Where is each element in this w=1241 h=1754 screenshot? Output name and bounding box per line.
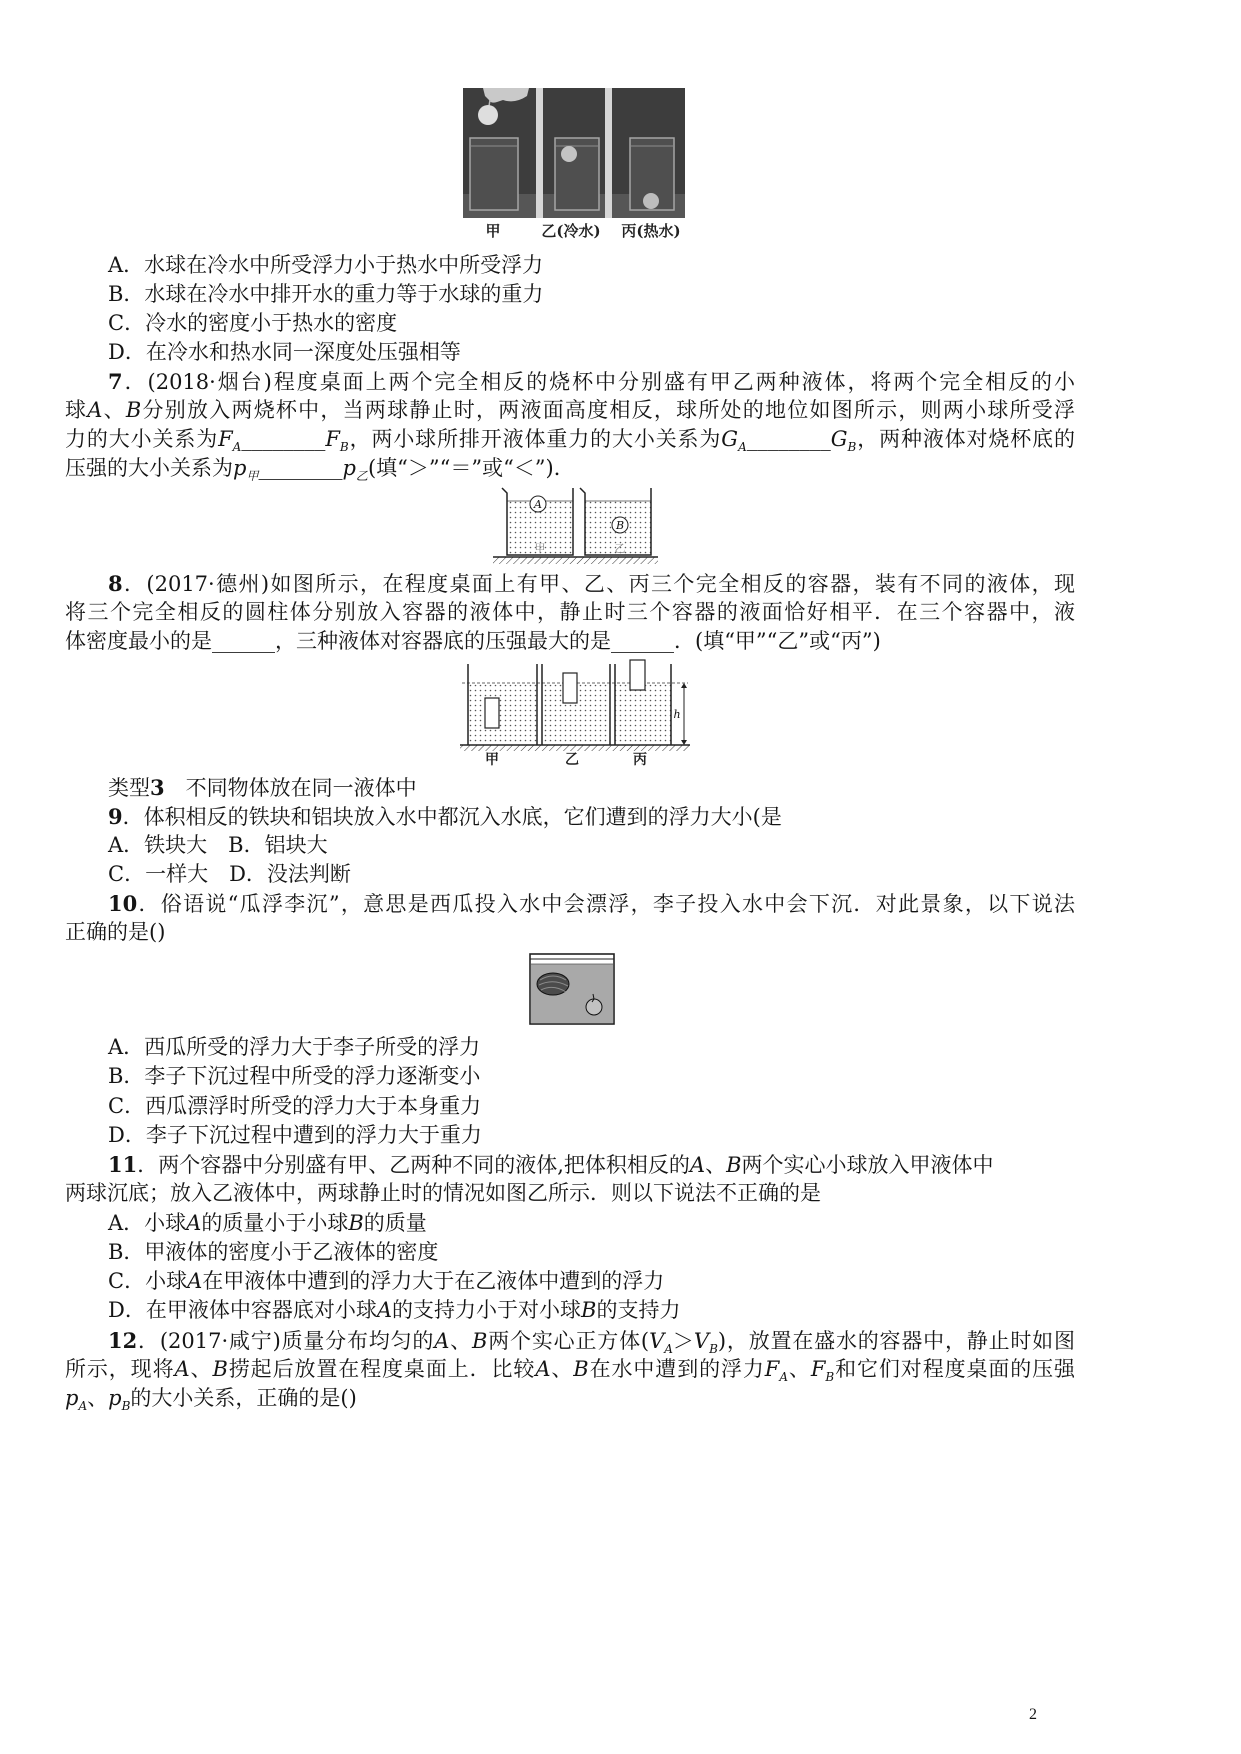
text-segment: 、 xyxy=(550,1356,574,1381)
text-segment: )，放置在盛水的容器中，静止时如图 xyxy=(717,1328,1075,1353)
variable: p xyxy=(342,456,356,480)
text-segment: 和它们对程度桌面的压强 xyxy=(834,1356,1075,1381)
text-segment: ．两个容器中分别盛有甲、乙两种不同的液体,把体积相反的 xyxy=(137,1153,690,1177)
subscript: 乙 xyxy=(355,469,368,483)
subscript: A xyxy=(78,1399,88,1413)
table-hatch xyxy=(460,745,690,751)
subscript: B xyxy=(709,1341,718,1355)
text-segment: ．俗语说“瓜浮李沉”，意思是西瓜投入水中会漂浮，李子投入水中会下沉．对此景象，以下说法 xyxy=(137,892,1075,916)
plum xyxy=(586,999,602,1015)
container-label-yi: 乙 xyxy=(565,752,579,768)
beaker-right-label: 乙 xyxy=(614,542,626,555)
water-ball-held xyxy=(478,105,498,125)
subscript: A xyxy=(779,1369,789,1384)
text-segment: ，两小球所排开液体重力的大小关系为 xyxy=(348,427,722,451)
text-segment: ________ xyxy=(258,456,343,480)
option-d xyxy=(65,1121,1075,1150)
question-10-line xyxy=(65,889,1075,918)
text-segment: C．冷水的密度小于热水的密度 xyxy=(108,311,398,335)
question-8-line xyxy=(65,598,1075,627)
text-segment: A．铁块大 B．铝块大 xyxy=(108,833,328,857)
variable: V xyxy=(649,1328,665,1353)
variable: p xyxy=(233,456,247,480)
text-segment: A．小球 xyxy=(108,1210,187,1235)
container-label-jia: 甲 xyxy=(485,752,499,768)
variable: B xyxy=(348,1210,364,1235)
option-b xyxy=(65,1062,1075,1091)
option-d xyxy=(65,1296,1075,1325)
variable: A xyxy=(376,1298,393,1323)
question-7-line xyxy=(65,454,1075,483)
question-7-line xyxy=(65,396,1075,425)
text-segment: 体密度最小的是______，三种液体对容器底的压强最大的是______．(填“甲”“乙”或“丙”) xyxy=(65,629,881,653)
option-b xyxy=(65,1238,1075,1267)
text-segment: 、 xyxy=(705,1153,727,1177)
beakers-figure xyxy=(493,485,658,565)
question-number: 9 xyxy=(108,804,123,829)
text-segment: ________ xyxy=(746,427,831,451)
question-11-line xyxy=(65,1150,1075,1179)
page-number: 2 xyxy=(1029,1706,1037,1723)
question-10-line xyxy=(65,918,1075,947)
text-segment: ．(2017·咸宁)质量分布均匀的 xyxy=(137,1328,435,1353)
question-block-9-10 xyxy=(65,773,1075,947)
cylinder-jia xyxy=(485,698,499,728)
text-segment: 球 xyxy=(65,398,88,422)
text-segment: 压强的大小关系为 xyxy=(65,456,233,480)
question-number: 7 xyxy=(108,369,123,394)
text-segment: 将三个完全相反的圆柱体分别放入容器的液体中，静止时三个容器的液面恰好相平．在三个容器中，液 xyxy=(65,600,1075,624)
variable: F xyxy=(325,427,340,451)
text-segment: 不同物体放在同一液体中 xyxy=(164,776,417,800)
text-segment: 、 xyxy=(449,1328,472,1353)
text-segment: 的支持力小于对小球 xyxy=(392,1298,582,1323)
text-segment: A．水球在冷水中所受浮力小于热水中所受浮力 xyxy=(108,253,544,277)
question-number: 12 xyxy=(108,1327,138,1353)
question-7-line xyxy=(65,367,1075,396)
text-segment: 两球沉底；放入乙液体中，两球静止时的情况如图乙所示．则以下说法不正确的是 xyxy=(65,1181,821,1206)
height-label: h xyxy=(673,708,681,721)
subscript: A xyxy=(738,440,747,454)
question-number: 11 xyxy=(108,1152,138,1177)
variable: G xyxy=(830,427,848,451)
question-8-line xyxy=(65,627,1075,656)
subscript: 甲 xyxy=(246,469,259,483)
text-segment: D．李子下沉过程中遭到的浮力大于重力 xyxy=(108,1122,482,1147)
variable: A xyxy=(87,398,103,422)
text-segment: 的大小关系，正确的是() xyxy=(130,1386,357,1410)
option-line xyxy=(65,860,1075,889)
variable: p xyxy=(108,1386,122,1410)
variable: F xyxy=(218,427,233,451)
text-segment: (填“＞”“＝”或“＜”)． xyxy=(367,456,575,480)
text-segment: 两个实心小球放入甲液体中 xyxy=(741,1153,994,1177)
question-number: 10 xyxy=(108,891,138,916)
text-segment: 的质量小于小球 xyxy=(201,1210,349,1235)
variable: V xyxy=(693,1328,710,1353)
text-segment: 、 xyxy=(788,1356,811,1381)
text-segment: C．一样大 D．没法判断 xyxy=(108,862,351,886)
option-c xyxy=(65,1092,1075,1121)
glass-yi xyxy=(555,138,599,210)
variable: F xyxy=(764,1356,780,1381)
subscript: B xyxy=(847,440,857,454)
option-a xyxy=(65,1209,1075,1238)
text-segment: B．水球在冷水中排开水的重力等于水球的重力 xyxy=(108,282,544,306)
text-segment: 、 xyxy=(87,1386,109,1410)
table-hatch xyxy=(493,557,658,564)
variable: B xyxy=(573,1356,589,1381)
water-ball-sunk xyxy=(643,193,659,209)
text-segment: ．(2018·烟台)程度桌面上两个完全相反的烧杯中分别盛有甲乙两种液体，将两个完全相反的小 xyxy=(122,370,1075,394)
text-segment: C．西瓜漂浮时所受的浮力大于本身重力 xyxy=(108,1093,482,1118)
section-heading xyxy=(65,773,1075,802)
text-segment: ．(2017·德州)如图所示，在程度桌面上有甲、乙、丙三个完全相反的容器，装有不同的液体，现 xyxy=(122,572,1075,596)
text-segment: B．甲液体的密度小于乙液体的密度 xyxy=(108,1239,439,1264)
variable: p xyxy=(65,1386,79,1410)
text-segment: ________ xyxy=(241,427,326,451)
caption-yi-cold: 乙(冷水) xyxy=(541,222,601,240)
text-segment: C．小球 xyxy=(108,1269,188,1293)
question-12-line xyxy=(65,1384,1075,1413)
text-segment: 的支持力 xyxy=(596,1298,681,1323)
text-segment: 在甲液体中遭到的浮力大于在乙液体中遭到的浮力 xyxy=(202,1269,665,1293)
water-ball-floating xyxy=(561,146,577,162)
text-segment: B．李子下沉过程中所受的浮力逐渐变小 xyxy=(108,1064,481,1089)
option-c xyxy=(65,1267,1075,1296)
question-12-line xyxy=(65,1326,1075,1355)
text-segment: 的质量 xyxy=(363,1210,427,1235)
variable: A xyxy=(186,1210,202,1235)
cylinder-yi xyxy=(563,673,577,703)
subscript: B xyxy=(339,440,349,454)
watermelon-plum-figure xyxy=(526,950,618,1028)
stand-pole-right xyxy=(605,88,612,218)
containers-figure xyxy=(458,658,692,768)
question-12-line xyxy=(65,1355,1075,1384)
container-label-bing: 丙 xyxy=(633,752,647,768)
question-number: 8 xyxy=(108,571,123,596)
option-a xyxy=(65,1033,1075,1062)
text-segment: A．西瓜所受的浮力大于李子所受的浮力 xyxy=(108,1035,481,1059)
text-segment: 、 xyxy=(189,1356,213,1381)
cylinder-bing xyxy=(630,660,645,690)
variable: B xyxy=(212,1356,228,1381)
text-segment: 、 xyxy=(102,398,126,422)
stand-pole-left xyxy=(536,88,543,218)
floating-ball-photo xyxy=(463,88,685,240)
text-segment: 在水中遭到的浮力 xyxy=(588,1356,765,1381)
text-segment: 类型 xyxy=(108,776,150,800)
glass-jia xyxy=(470,138,518,210)
question-number: 3 xyxy=(150,775,165,800)
question-7-line xyxy=(65,425,1075,454)
variable: B xyxy=(581,1298,597,1323)
text-segment: 力的大小关系为 xyxy=(65,427,219,451)
height-arrow-top-icon xyxy=(681,683,687,688)
text-segment: D．在冷水和热水同一深度处压强相等 xyxy=(108,340,461,364)
variable: A xyxy=(535,1356,551,1381)
variable: F xyxy=(810,1356,826,1381)
variable: A xyxy=(174,1356,190,1381)
text-segment: 所示，现将 xyxy=(65,1356,175,1381)
text-segment: 分别放入两烧杯中，当两球静止时，两液面高度相反，球所处的地位如图所示，则两小球所受浮 xyxy=(141,398,1075,422)
text-segment: 正确的是() xyxy=(65,920,166,944)
variable: B xyxy=(472,1328,488,1353)
caption-jia: 甲 xyxy=(485,222,501,240)
question-9-line xyxy=(65,802,1075,831)
ball-a-label: A xyxy=(534,498,542,511)
water xyxy=(531,964,613,1023)
caption-bing-hot: 丙(热水) xyxy=(621,222,681,240)
beaker-left-label: 甲 xyxy=(534,542,546,555)
text-segment: ．体积相反的铁块和铝块放入水中都沉入水底，它们遭到的浮力大小(是 xyxy=(122,805,782,829)
text-segment: ＞ xyxy=(672,1328,694,1353)
question-block-6-7 xyxy=(65,251,1075,483)
option-a xyxy=(65,251,1075,280)
question-11-line xyxy=(65,1179,1075,1208)
liquid-bing xyxy=(615,683,671,745)
variable: A xyxy=(689,1153,706,1177)
liquid-jia xyxy=(468,683,537,745)
variable: B xyxy=(125,398,142,422)
text-segment: 两个实心正方体( xyxy=(487,1328,650,1353)
question-8-line xyxy=(65,569,1075,598)
ball-b-label: B xyxy=(615,519,625,532)
text-segment: ，两种液体对烧杯底的 xyxy=(856,427,1075,451)
question-block-8 xyxy=(65,569,1075,656)
question-block-10-12 xyxy=(65,1033,1075,1413)
option-line xyxy=(65,831,1075,860)
variable: A xyxy=(434,1328,450,1353)
text-segment: 捞起后放置在程度桌面上．比较 xyxy=(227,1356,536,1381)
variable: B xyxy=(726,1153,742,1177)
option-d xyxy=(65,338,1075,367)
subscript: A xyxy=(232,440,242,454)
subscript: B xyxy=(121,1399,131,1413)
variable: A xyxy=(187,1269,203,1293)
variable: G xyxy=(721,427,739,451)
text-segment: D．在甲液体中容器底对小球 xyxy=(108,1298,377,1323)
option-b xyxy=(65,280,1075,309)
option-c xyxy=(65,309,1075,338)
subscript: B xyxy=(825,1369,835,1384)
subscript: A xyxy=(664,1341,673,1355)
